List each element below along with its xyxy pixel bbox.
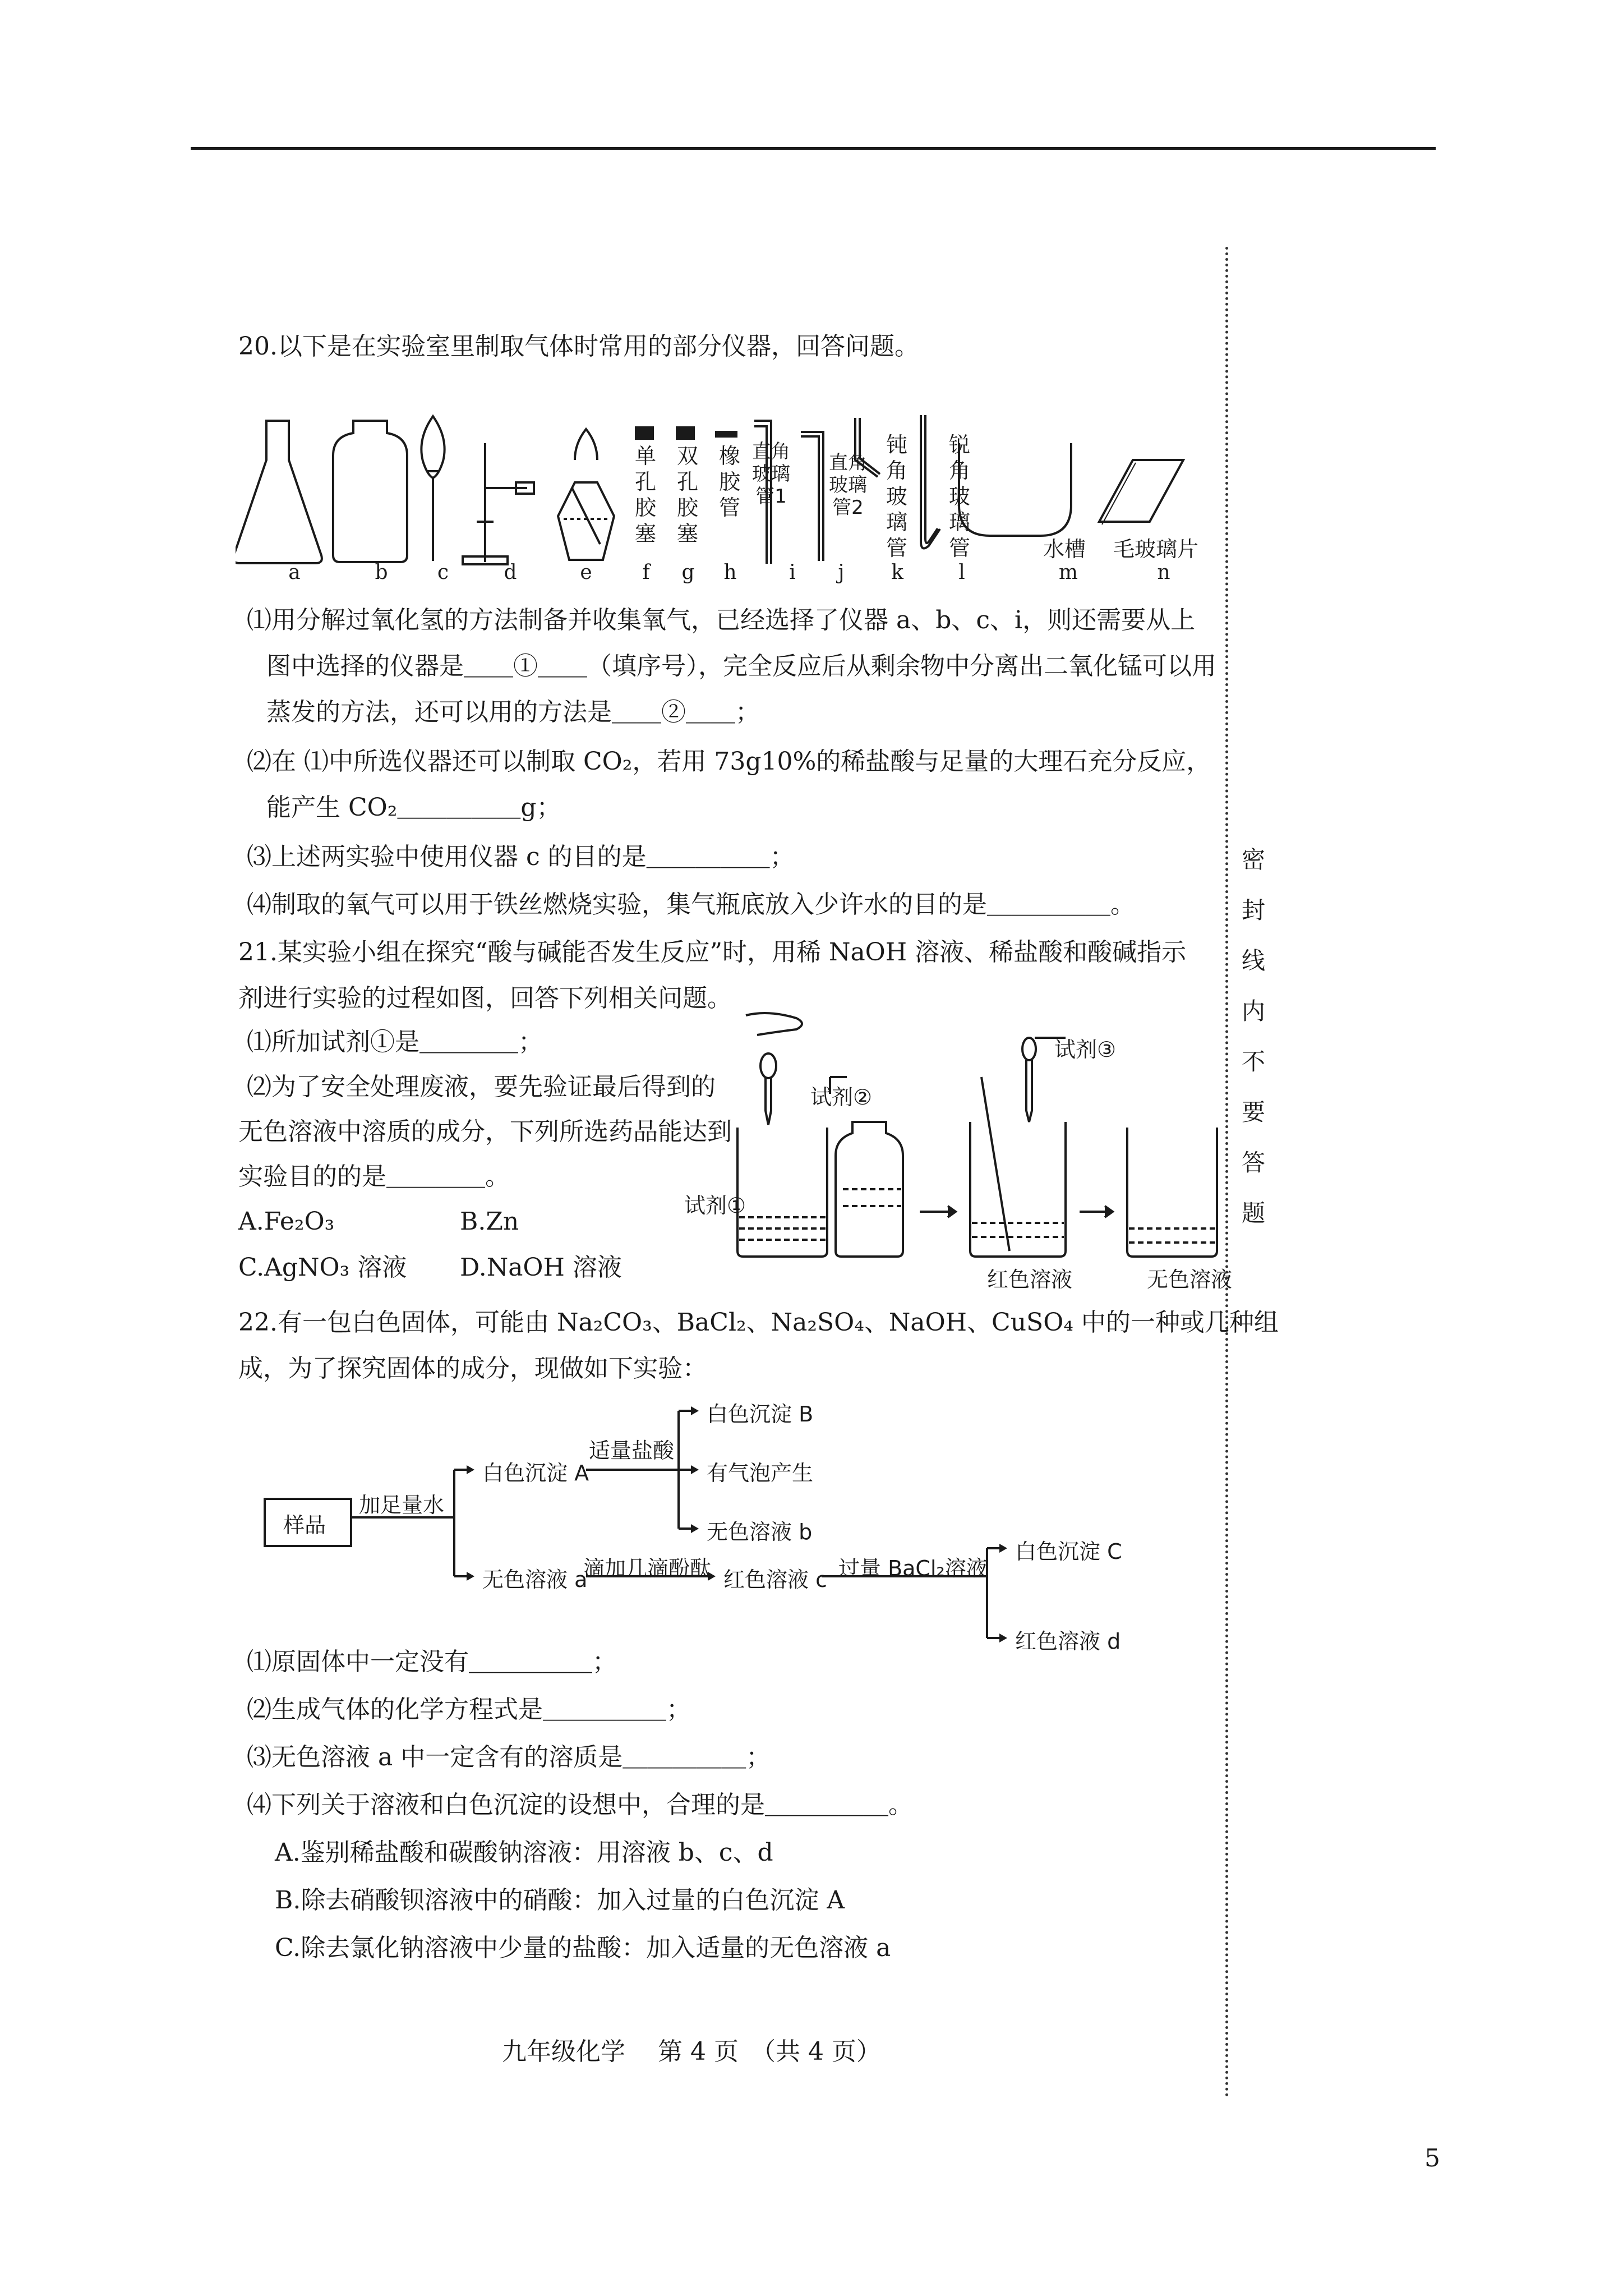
flow-sample: 样品 bbox=[283, 1513, 326, 1538]
label-l: l bbox=[958, 561, 965, 584]
name-k: 钝角玻璃管 bbox=[886, 432, 907, 560]
q22-p1: ⑴原固体中一定没有＿＿＿＿＿； bbox=[247, 1648, 617, 1676]
seal-char: 不 bbox=[1241, 1048, 1265, 1075]
name-h: 橡胶管 bbox=[718, 444, 740, 520]
flow-red-d: 红色溶液 d bbox=[1015, 1629, 1121, 1654]
seal-char: 封 bbox=[1241, 896, 1265, 924]
q22-option-b: B.除去硝酸钡溶液中的硝酸：加入过量的白色沉淀 A bbox=[275, 1886, 845, 1915]
flow-hcl: 适量盐酸 bbox=[589, 1438, 675, 1463]
flow-phenolphthalein: 滴加几滴酚酞 bbox=[583, 1556, 712, 1581]
reagent-2-label: 试剂② bbox=[810, 1085, 873, 1110]
q21-option-c: C.AgNO₃ 溶液 bbox=[238, 1253, 407, 1282]
page-footer: 九年级化学 第 4 页 （共 4 页） bbox=[502, 2037, 881, 2066]
page-number: 5 bbox=[1424, 2144, 1440, 2173]
flow-white-ppt-a: 白色沉淀 A bbox=[482, 1461, 589, 1485]
reagent-3-label: 试剂③ bbox=[1054, 1037, 1117, 1062]
q21-p2-line1: ⑵为了安全处理废液，要先验证最后得到的 bbox=[247, 1073, 716, 1101]
q21-stem-line2: 剂进行实验的过程如图，回答下列相关问题。 bbox=[238, 984, 732, 1013]
name-j: 直角玻璃管2 bbox=[829, 452, 867, 519]
q20-p4: ⑷制取的氧气可以用于铁丝燃烧实验，集气瓶底放入少许水的目的是＿＿＿＿＿。 bbox=[247, 890, 1135, 919]
q21-experiment-figure bbox=[662, 1004, 1223, 1268]
q22-option-a: A.鉴别稀盐酸和碳酸钠溶液：用溶液 b、c、d bbox=[275, 1838, 773, 1867]
flow-colorless-a: 无色溶液 a bbox=[482, 1567, 588, 1592]
q21-option-a: A.Fe₂O₃ bbox=[238, 1207, 335, 1236]
seal-char: 题 bbox=[1241, 1199, 1265, 1227]
q22-option-c: C.除去氯化钠溶液中少量的盐酸：加入适量的无色溶液 a bbox=[275, 1934, 891, 1962]
reagent-1-label: 试剂① bbox=[684, 1193, 746, 1218]
label-k: k bbox=[891, 561, 903, 584]
q20-p2-line2: 能产生 CO₂＿＿＿＿＿g； bbox=[266, 793, 561, 822]
q21-p2-line3: 实验目的的是＿＿＿＿。 bbox=[238, 1162, 510, 1191]
q20-p1-line3: 蒸发的方法，还可以用的方法是＿＿②＿＿； bbox=[266, 698, 760, 726]
label-m: m bbox=[1058, 561, 1078, 584]
label-b: b bbox=[375, 561, 388, 584]
q21-p1: ⑴所加试剂①是＿＿＿＿； bbox=[247, 1028, 543, 1056]
q20-p1-line1: ⑴用分解过氧化氢的方法制备并收集氧气，已经选择了仪器 a、b、c、i，则还需要从上 bbox=[247, 606, 1196, 634]
label-h: h bbox=[723, 561, 737, 584]
seal-char: 内 bbox=[1241, 997, 1265, 1025]
q20-p3: ⑶上述两实验中使用仪器 c 的目的是＿＿＿＿＿； bbox=[247, 843, 795, 871]
flow-add-water: 加足量水 bbox=[359, 1493, 445, 1517]
label-c: c bbox=[437, 561, 449, 584]
q22-p2: ⑵生成气体的化学方程式是＿＿＿＿＿； bbox=[247, 1695, 691, 1724]
flow-white-ppt-c: 白色沉淀 C bbox=[1015, 1539, 1122, 1564]
q22-stem-line2: 成，为了探究固体的成分，现做如下实验： bbox=[238, 1354, 707, 1383]
name-n: 毛玻璃片 bbox=[1113, 537, 1199, 562]
label-n: n bbox=[1157, 561, 1170, 584]
name-m: 水槽 bbox=[1043, 537, 1086, 562]
label-j: j bbox=[838, 561, 845, 584]
q20-stem: 20.以下是在实验室里制取气体时常用的部分仪器，回答问题。 bbox=[238, 332, 919, 361]
label-g: g bbox=[681, 561, 695, 584]
flow-white-ppt-b: 白色沉淀 B bbox=[707, 1402, 814, 1427]
name-i: 直角玻璃管1 bbox=[752, 440, 790, 508]
q21-stem-line1: 21.某实验小组在探究“酸与碱能否发生反应”时，用稀 NaOH 溶液、稀盐酸和酸碱指示 bbox=[238, 938, 1187, 967]
seal-char: 线 bbox=[1241, 947, 1265, 974]
seal-char: 要 bbox=[1241, 1098, 1265, 1126]
name-g: 双孔胶塞 bbox=[676, 444, 698, 546]
colorless-solution-label: 无色溶液 bbox=[1147, 1267, 1233, 1292]
q21-option-b: B.Zn bbox=[460, 1207, 519, 1236]
flow-red-c: 红色溶液 c bbox=[723, 1567, 827, 1592]
q21-option-d: D.NaOH 溶液 bbox=[460, 1253, 622, 1282]
label-i: i bbox=[789, 561, 796, 584]
seal-char: 答 bbox=[1241, 1149, 1265, 1176]
label-d: d bbox=[504, 561, 517, 584]
top-rule bbox=[191, 147, 1436, 150]
q22-stem-line1: 22.有一包白色固体，可能由 Na₂CO₃、BaCl₂、Na₂SO₄、NaOH、CuSO₄ 中的一种或几种组 bbox=[238, 1308, 1279, 1337]
flow-colorless-b: 无色溶液 b bbox=[707, 1520, 813, 1544]
name-f: 单孔胶塞 bbox=[634, 444, 656, 546]
label-f: f bbox=[642, 561, 650, 584]
label-e: e bbox=[580, 561, 592, 584]
name-l: 锐角玻璃管 bbox=[948, 432, 970, 560]
q22-p4: ⑷下列关于溶液和白色沉淀的设想中，合理的是＿＿＿＿＿。 bbox=[247, 1791, 913, 1819]
q20-p1-line2: 图中选择的仪器是＿＿①＿＿（填序号），完全反应后从剩余物中分离出二氧化锰可以用 bbox=[266, 652, 1216, 680]
flow-gas: 有气泡产生 bbox=[707, 1461, 814, 1485]
label-a: a bbox=[288, 561, 301, 584]
flow-bacl2: 过量 BaCl₂溶液 bbox=[838, 1556, 988, 1581]
q22-p3: ⑶无色溶液 a 中一定含有的溶质是＿＿＿＿＿； bbox=[247, 1743, 771, 1772]
red-solution-label: 红色溶液 bbox=[987, 1267, 1073, 1292]
q21-p2-line2: 无色溶液中溶质的成分，下列所选药品能达到 bbox=[238, 1117, 732, 1146]
q20-p2-line1: ⑵在 ⑴中所选仪器还可以制取 CO₂，若用 73g10%的稀盐酸与足量的大理石充分反应， bbox=[247, 747, 1211, 776]
seal-char: 密 bbox=[1241, 846, 1265, 873]
